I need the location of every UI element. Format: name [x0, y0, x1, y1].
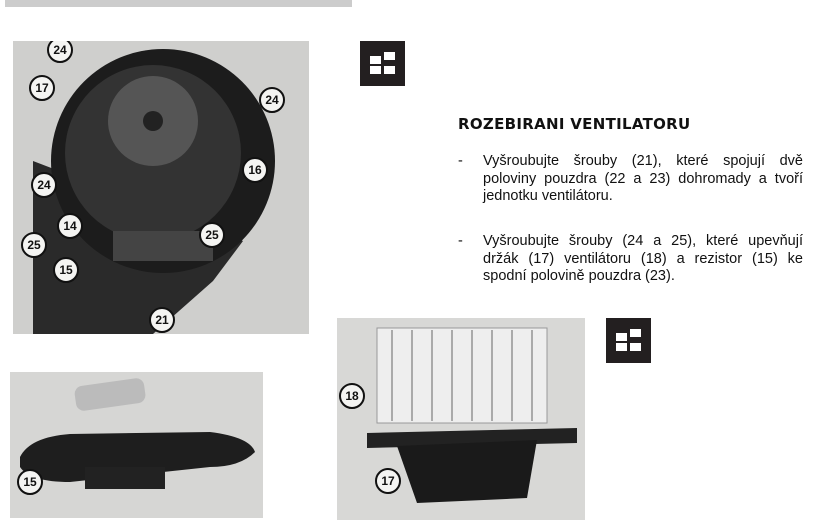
instruction-text: Vyšroubujte šrouby (21), které spojují dvě poloviny pouzdra (22 a 23) dohromady a tvoří jednotku ventilátoru.	[483, 153, 803, 204]
callout-25: 25	[199, 222, 225, 248]
callout-25: 25	[21, 232, 47, 258]
callout-24: 24	[47, 41, 73, 63]
callout-15: 15	[17, 469, 43, 495]
callout-21: 21	[149, 307, 175, 333]
procedure-icon	[606, 318, 651, 363]
section-title: ROZEBIRANI VENTILATORU	[458, 115, 691, 133]
fan-photo	[337, 318, 585, 520]
top-photo-fragment	[5, 0, 352, 7]
callout-24: 24	[31, 172, 57, 198]
callout-17: 17	[29, 75, 55, 101]
bullet: -	[458, 153, 463, 169]
callout-16: 16	[242, 157, 268, 183]
instruction-item	[458, 233, 803, 286]
instruction-text: Vyšroubujte šrouby (24 a 25), které upevňují držák (17) ventilátoru (18) a rezistor (15) ke spodní polovině pouzdra (23).	[483, 233, 803, 284]
blower-housing-photo	[13, 41, 309, 334]
callout-24: 24	[259, 87, 285, 113]
procedure-icon	[360, 41, 405, 86]
callout-17: 17	[375, 468, 401, 494]
callout-14: 14	[57, 213, 83, 239]
resistor-photo	[10, 372, 263, 518]
instruction-item	[458, 153, 803, 206]
callout-15: 15	[53, 257, 79, 283]
callout-18: 18	[339, 383, 365, 409]
bullet: -	[458, 233, 463, 249]
